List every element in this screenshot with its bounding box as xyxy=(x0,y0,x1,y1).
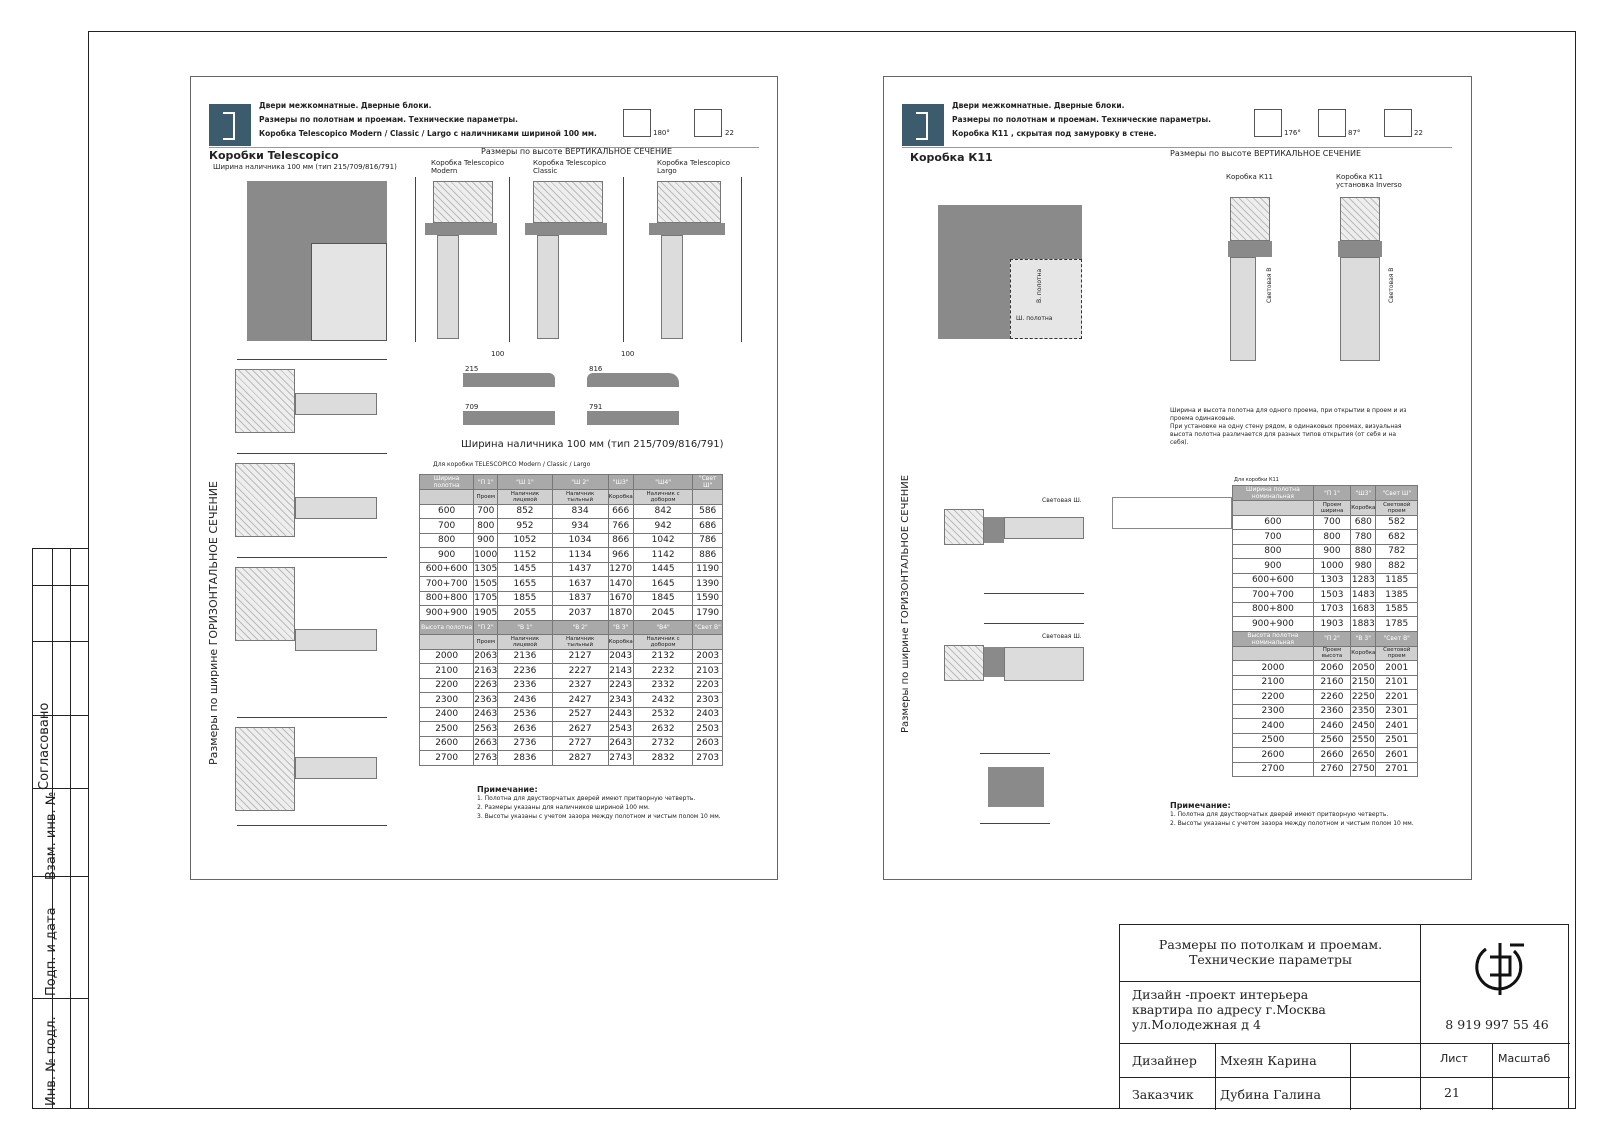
modern-add-plan-profile xyxy=(235,463,295,537)
table-row xyxy=(420,591,723,606)
section-subtitle: Ширина наличника 100 мм (тип 215/709/816/791) xyxy=(213,163,397,171)
title-block xyxy=(1119,924,1569,1109)
table-cell: 1503 xyxy=(1313,588,1350,603)
table-cell: 2443 xyxy=(608,707,633,722)
designer-label: Дизайнер xyxy=(1132,1053,1197,1068)
table-cell: 2500 xyxy=(1233,733,1314,748)
table-cell: 2363 xyxy=(474,693,498,708)
table-row xyxy=(420,736,723,751)
table-cell: 1034 xyxy=(552,533,608,548)
table-cell: 2543 xyxy=(608,722,633,737)
modern-plan-profile xyxy=(235,369,295,433)
table-cell: 2100 xyxy=(1233,675,1314,690)
table-cell: 2501 xyxy=(1376,733,1418,748)
table-cell: 934 xyxy=(552,519,608,534)
table-cell: 2000 xyxy=(420,649,474,664)
table-cell: 2632 xyxy=(633,722,693,737)
table-cell: 2163 xyxy=(474,664,498,679)
k11-label: Коробка К11 xyxy=(1226,173,1273,181)
table-cell: 1870 xyxy=(608,606,633,621)
table-cell: 1437 xyxy=(552,562,608,577)
table-cell: 2601 xyxy=(1376,748,1418,763)
table-cell: 2650 xyxy=(1351,748,1376,763)
table-cell: 2160 xyxy=(1313,675,1350,690)
scale-label: Масштаб xyxy=(1498,1052,1551,1065)
table-cell: 2003 xyxy=(693,649,723,664)
table-cell: 1790 xyxy=(693,606,723,621)
table-cell: 2663 xyxy=(474,736,498,751)
table-row xyxy=(420,693,723,708)
notes: Примечание: 1. Полотна для двустворчатых дверей имеют притворную четверть. 2. Высоты указаны с учетом зазора между полотном и чистым полом 10 мм. xyxy=(1170,801,1414,827)
table-cell: 866 xyxy=(608,533,633,548)
table-cell: 2203 xyxy=(693,678,723,693)
table-cell: 1837 xyxy=(552,591,608,606)
phone-number: 8 919 997 55 46 xyxy=(1445,1017,1549,1032)
table-cell: 2727 xyxy=(552,736,608,751)
table-cell: 2001 xyxy=(1376,661,1418,676)
opening-angle-icon xyxy=(1254,109,1282,137)
table-cell: 2827 xyxy=(552,751,608,766)
table-cell: 980 xyxy=(1351,559,1376,574)
opening-angle-icon xyxy=(623,109,651,137)
table-cell: 700+700 xyxy=(1233,588,1314,603)
table-cell: 2643 xyxy=(608,736,633,751)
nalichnik-caption: Ширина наличника 100 мм (тип 215/709/816/791) xyxy=(461,439,724,450)
table-row xyxy=(420,722,723,737)
table-cell: 1305 xyxy=(474,562,498,577)
table-cell: 842 xyxy=(633,504,693,519)
table-cell: 2627 xyxy=(552,722,608,737)
table-row xyxy=(420,548,723,563)
table-cell: 1052 xyxy=(498,533,553,548)
sheet-title: Размеры по потолкам и проемам. Технические параметры xyxy=(1158,937,1383,967)
table-cell: 2055 xyxy=(498,606,553,621)
table-row xyxy=(1233,515,1418,530)
table-cell: 2300 xyxy=(1233,704,1314,719)
table-cell: 2100 xyxy=(420,664,474,679)
horizontal-section-label: Размеры по ширине ГОРИЗОНТАЛЬНОЕ СЕЧЕНИЕ xyxy=(207,481,220,765)
table-cell: 800 xyxy=(420,533,474,548)
table-row xyxy=(420,678,723,693)
k11-profile-detail xyxy=(988,767,1044,807)
table-cell: 900 xyxy=(474,533,498,548)
largo-top-profile xyxy=(657,181,721,223)
table-cell: 1042 xyxy=(633,533,693,548)
table-cell: 2200 xyxy=(1233,690,1314,705)
table-cell: 600+600 xyxy=(1233,573,1314,588)
table-cell: 2560 xyxy=(1313,733,1350,748)
telescopico-sheet: Двери межкомнатные. Дверные блоки. Размеры по полотнам и проемам. Технические параметры. Коробка Telescopico Modern / Classic / Largo с наличниками шириной 100 мм. 180° 22 Коробки Telescopico Ширина наличника 100 мм (тип 215/709/816/791) Размеры по высоте ВЕРТИКАЛЬНОЕ СЕЧЕНИЕ Коробка Telescopico Modern Коробка Telescopico Classic Коробка Telescopico Largo Размеры по ширине ГОРИЗОНТАЛЬНОЕ СЕЧЕНИЕ 100 100 215 816 709 791 Ширина наличника 100 мм (тип 215/709/816/791) Для коробки TELESCOPICO Modern / Classic / Largo Ширина полотна "П 1" "Ш 1" "Ш 2" "Ш3" "Ш4" "Свет Ш" Проем Наличник лицевой Наличник тыльный Коробка Наличник с добором 600 700 852 834 666 842 586 700 800 952 934 766 942 686 800 900 1052 1034 866 1042 786 900 1000 1152 1134 966 1142 886 600+600 1305 1455 1437 1270 1445 1190 700+700 1505 1655 1637 1470 1645 1390 800+800 1705 1855 1837 1670 1845 1590 900+900 1905 2055 2037 1870 2045 1790 Высота полотна "П 2" "В 1" "В 2" "В 3" "В4" "Свет В" Проем Наличник лицевой Наличник тыльный Коробка Наличник с добором 2000 2063 2136 2127 2043 2132 2003 2100 2163 2236 2227 2143 2232 2103 2200 2263 2336 2327 2243 2332 2203 2300 2363 2436 2427 2343 2432 2303 2400 2463 2536 2527 2443 2532 2403 2500 2563 2636 2627 2543 2632 2503 2600 2663 2736 2727 2643 2732 2603 2700 2763 2836 2827 2743 2832 2703 Примечание: 1. Полотна для двустворчатых дверей имеют притворную четверть. 2. Размеры указаны для наличников шириной 100 мм. 3. Высоты указаны с учетом зазора между полотном и чистым полом 10 мм. xyxy=(190,76,778,880)
profile-791 xyxy=(587,411,679,425)
table-cell: 2101 xyxy=(1376,675,1418,690)
table-cell: 952 xyxy=(498,519,553,534)
profile-width-2: 100 xyxy=(621,350,635,358)
table-cell: 880 xyxy=(1351,544,1376,559)
table-cell: 2400 xyxy=(1233,719,1314,734)
table-row xyxy=(1233,661,1418,676)
table-cell: 780 xyxy=(1351,530,1376,545)
table-cell: 2450 xyxy=(1351,719,1376,734)
table-row xyxy=(420,577,723,592)
table-row xyxy=(1233,544,1418,559)
modern-label: Коробка Telescopico Modern xyxy=(431,159,504,175)
table-row xyxy=(1233,733,1418,748)
table-row xyxy=(1233,559,1418,574)
table-cell: 680 xyxy=(1351,515,1376,530)
table-cell: 1883 xyxy=(1351,617,1376,632)
angle-value: 180° xyxy=(653,129,670,137)
table-row xyxy=(1233,690,1418,705)
k11-inverso-profile xyxy=(1338,241,1382,257)
depth-value: 22 xyxy=(725,129,734,137)
table-row xyxy=(420,751,723,766)
table-cell: 2750 xyxy=(1351,762,1376,777)
k11-profile xyxy=(1228,241,1272,257)
k11-inverso-plan-profile xyxy=(984,647,1004,677)
table-cell: 1283 xyxy=(1351,573,1376,588)
table-cell: 766 xyxy=(608,519,633,534)
frame-depth-icon xyxy=(694,109,722,137)
table-row xyxy=(1233,530,1418,545)
sheet-header: Двери межкомнатные. Дверные блоки. Размеры по полотнам и проемам. Технические параметры. Коробка Telescopico Modern / Classic / Largo с наличниками шириной 100 мм. xyxy=(259,101,597,138)
profile-709 xyxy=(463,411,555,425)
table-row xyxy=(1233,762,1418,777)
designer-name: Мхеян Карина xyxy=(1220,1053,1317,1068)
table-cell: 800+800 xyxy=(1233,602,1314,617)
table-cell: 2600 xyxy=(420,736,474,751)
table-cell: 2536 xyxy=(498,707,553,722)
table-cell: 600 xyxy=(420,504,474,519)
sheet-number: 21 xyxy=(1444,1085,1460,1100)
table-row xyxy=(420,504,723,519)
table-cell: 882 xyxy=(1376,559,1418,574)
table-cell: 2532 xyxy=(633,707,693,722)
table-cell: 2700 xyxy=(420,751,474,766)
table-cell: 1185 xyxy=(1376,573,1418,588)
table-row xyxy=(420,533,723,548)
table-cell: 2327 xyxy=(552,678,608,693)
table-cell: 1303 xyxy=(1313,573,1350,588)
table-cell: 2343 xyxy=(608,693,633,708)
canvas-height-label: В. полотна xyxy=(1036,268,1043,303)
table-caption: Для коробки К11 xyxy=(1234,477,1279,483)
table-cell: 2700 xyxy=(1233,762,1314,777)
table-cell: 700 xyxy=(420,519,474,534)
largo-plan-profile xyxy=(235,727,295,811)
k11-sheet: Двери межкомнатные. Дверные блоки. Размеры по полотнам и проемам. Технические параметры. Коробка К11 , скрытая под замуровку в стене. 176° 87° 22 Коробка К11 Размеры по высоте ВЕРТИКАЛЬНОЕ СЕЧЕНИЕ В. полотна Ш. полотна Коробка К11 Коробка К11 установка Inverso Световая В Световая В Ширина и высота полотна для одного проема, при открытии в проем и из проема одинаковые. При установке на одну стену рядом, в одинаковых проемах, визуальная высота полотна различается для разных типов открытия (от себя и на себя). Размеры по ширине ГОРИЗОНТАЛЬНОЕ СЕЧЕНИЕ Световая Ш. Световая Ш. Для коробки К11 Ширина полотна номинальная "П 1" "Ш3" "Свет Ш" Проем ширина Коробка Световой проем 600 700 680 582 700 800 780 682 800 900 880 782 900 1000 980 882 600+600 1303 1283 1185 700+700 1503 1483 1385 800+800 1703 1683 1585 900+900 1903 1883 1785 Высота полотна номинальная "П 2" "В 3" "Свет В" Проем высота Коробка Световой проем 2000 2060 2050 2001 2100 2160 2150 2101 2200 2260 2250 2201 2300 2360 2350 2301 2400 2460 2450 2401 2500 2560 2550 2501 2600 2660 2650 2601 2700 2760 2750 2701 Примечание: 1. Полотна для двустворчатых дверей имеют притворную четверть. 2. Высоты указаны с учетом зазора между полотном и чистым полом 10 мм. xyxy=(883,76,1472,880)
table-cell: 2200 xyxy=(420,678,474,693)
table-cell: 2243 xyxy=(608,678,633,693)
table-cell: 700 xyxy=(1233,530,1314,545)
table-cell: 2701 xyxy=(1376,762,1418,777)
sheet-header: Двери межкомнатные. Дверные блоки. Размеры по полотнам и проемам. Технические параметры. Коробка К11 , скрытая под замуровку в стене. xyxy=(952,101,1212,138)
table-cell: 582 xyxy=(1376,515,1418,530)
notes: Примечание: 1. Полотна для двустворчатых дверей имеют притворную четверть. 2. Размеры указаны для наличников шириной 100 мм. 3. Высоты указаны с учетом зазора между полотном и чистым полом 10 мм. xyxy=(477,785,721,820)
classic-plan-profile xyxy=(235,567,295,641)
table-row xyxy=(420,519,723,534)
signature-date-label: Подп. и дата xyxy=(44,907,59,996)
table-cell: 2563 xyxy=(474,722,498,737)
profile-816 xyxy=(587,373,679,387)
table-cell: 2403 xyxy=(693,707,723,722)
table-cell: 2263 xyxy=(474,678,498,693)
table-cell: 1705 xyxy=(474,591,498,606)
table-caption: Для коробки TELESCOPICO Modern / Classic / Largo xyxy=(433,461,591,468)
table-cell: 782 xyxy=(1376,544,1418,559)
table-cell: 2143 xyxy=(608,664,633,679)
light-height-label-2: Световая В xyxy=(1388,267,1395,303)
profile-width-1: 100 xyxy=(491,350,505,358)
table-cell: 2260 xyxy=(1313,690,1350,705)
table-row xyxy=(1233,573,1418,588)
table-cell: 900 xyxy=(1233,559,1314,574)
table-cell: 1455 xyxy=(498,562,553,577)
light-height-label: Световая В xyxy=(1266,267,1273,303)
table-row xyxy=(1233,704,1418,719)
table-cell: 1637 xyxy=(552,577,608,592)
table-cell: 2103 xyxy=(693,664,723,679)
table-cell: 2350 xyxy=(1351,704,1376,719)
vertical-section-label: Размеры по высоте ВЕРТИКАЛЬНОЕ СЕЧЕНИЕ xyxy=(481,147,673,156)
table-cell: 600 xyxy=(1233,515,1314,530)
table-cell: 1905 xyxy=(474,606,498,621)
table-cell: 852 xyxy=(498,504,553,519)
k11-table: Ширина полотна номинальная "П 1" "Ш3" "Свет Ш" Проем ширина Коробка Световой проем 600 700 680 582 700 800 780 682 800 900 880 782 900 1000 980 882 600+600 1303 1283 1185 700+700 1503 1483 1385 800+800 1703 1683 1585 900+900 1903 1883 1785 Высота полотна номинальная "П 2" "В 3" "Свет В" Проем высота Коробка Световой проем 2000 2060 2050 2001 2100 2160 2150 2101 2200 2260 2250 2201 2300 2360 2350 2301 2400 2460 2450 2401 2500 2560 2550 2501 2600 2660 2650 2601 2700 2760 2750 2701 xyxy=(1232,485,1418,777)
table-cell: 2500 xyxy=(420,722,474,737)
table-cell: 2836 xyxy=(498,751,553,766)
table-cell: 1903 xyxy=(1313,617,1350,632)
modern-top-profile xyxy=(433,181,493,223)
table-cell: 2463 xyxy=(474,707,498,722)
table-cell: 2336 xyxy=(498,678,553,693)
light-width-label: Световая Ш. xyxy=(1042,497,1082,504)
table-cell: 2037 xyxy=(552,606,608,621)
table-cell: 900+900 xyxy=(1233,617,1314,632)
table-cell: 900 xyxy=(420,548,474,563)
section-title: Коробка К11 xyxy=(910,151,993,164)
k11-description: Ширина и высота полотна для одного проема, при открытии в проем и из проема одинаковые. При установке на одну стену рядом, в одинаковых проемах, визуальная высота полотна различается для разных типов открытия (от себя и на себя). xyxy=(1170,407,1407,446)
agreed-label: Согласовано xyxy=(37,702,52,790)
table-cell: 2460 xyxy=(1313,719,1350,734)
table-cell: 2503 xyxy=(693,722,723,737)
table-cell: 1655 xyxy=(498,577,553,592)
table-cell: 2432 xyxy=(633,693,693,708)
table-cell: 2703 xyxy=(693,751,723,766)
table-cell: 1855 xyxy=(498,591,553,606)
table-cell: 2050 xyxy=(1351,661,1376,676)
table-cell: 1190 xyxy=(693,562,723,577)
table-row xyxy=(1233,719,1418,734)
table-cell: 600+600 xyxy=(420,562,474,577)
studio-logo-icon xyxy=(1460,935,1540,999)
table-cell: 1152 xyxy=(498,548,553,563)
table-row xyxy=(1233,588,1418,603)
telescopico-table: Ширина полотна "П 1" "Ш 1" "Ш 2" "Ш3" "Ш4" "Свет Ш" Проем Наличник лицевой Наличник тыльный Коробка Наличник с добором 600 700 852 834 666 842 586 700 800 952 934 766 942 686 800 900 1052 1034 866 1042 786 900 1000 1152 1134 966 1142 886 600+600 1305 1455 1437 1270 1445 1190 700+700 1505 1655 1637 1470 1645 1390 800+800 1705 1855 1837 1670 1845 1590 900+900 1905 2055 2037 1870 2045 1790 Высота полотна "П 2" "В 1" "В 2" "В 3" "В4" "Свет В" Проем Наличник лицевой Наличник тыльный Коробка Наличник с добором 2000 2063 2136 2127 2043 2132 2003 2100 2163 2236 2227 2143 2232 2103 2200 2263 2336 2327 2243 2332 2203 2300 2363 2436 2427 2343 2432 2303 2400 2463 2536 2527 2443 2532 2403 2500 2563 2636 2627 2543 2632 2503 2600 2663 2736 2727 2643 2732 2603 2700 2763 2836 2827 2743 2832 2703 xyxy=(419,474,723,766)
table-cell: 800 xyxy=(1233,544,1314,559)
horizontal-section-label: Размеры по ширине ГОРИЗОНТАЛЬНОЕ СЕЧЕНИЕ xyxy=(900,474,911,733)
approval-strip xyxy=(32,548,88,1109)
table-cell: 2045 xyxy=(633,606,693,621)
customer-label: Заказчик xyxy=(1132,1087,1194,1102)
table-cell: 942 xyxy=(633,519,693,534)
table-row xyxy=(420,664,723,679)
canvas-width-label: Ш. полотна xyxy=(1016,315,1053,322)
table-cell: 2527 xyxy=(552,707,608,722)
table-cell: 966 xyxy=(608,548,633,563)
table-row xyxy=(420,606,723,621)
table-cell: 2043 xyxy=(608,649,633,664)
table-cell: 2427 xyxy=(552,693,608,708)
largo-label: Коробка Telescopico Largo xyxy=(657,159,730,175)
table-cell: 2303 xyxy=(693,693,723,708)
vertical-section-label: Размеры по высоте ВЕРТИКАЛЬНОЕ СЕЧЕНИЕ xyxy=(1170,149,1362,158)
table-cell: 900+900 xyxy=(420,606,474,621)
table-cell: 700+700 xyxy=(420,577,474,592)
replaced-inv-label: Взам. инв. № xyxy=(44,791,59,880)
brand-logo-icon xyxy=(902,104,944,146)
table-cell: 2550 xyxy=(1351,733,1376,748)
table-cell: 700 xyxy=(474,504,498,519)
classic-top-profile xyxy=(533,181,603,223)
table-cell: 2832 xyxy=(633,751,693,766)
table-cell: 2400 xyxy=(420,707,474,722)
k11-plan-profile xyxy=(984,517,1004,543)
table-row xyxy=(420,649,723,664)
table-cell: 1645 xyxy=(633,577,693,592)
table-cell: 1703 xyxy=(1313,602,1350,617)
table-cell: 2250 xyxy=(1351,690,1376,705)
table-row xyxy=(420,562,723,577)
table-cell: 1142 xyxy=(633,548,693,563)
table-cell: 666 xyxy=(608,504,633,519)
project-name: Дизайн -проект интерьера квартира по адресу г.Москва ул.Молодежная д 4 xyxy=(1132,987,1326,1032)
table-cell: 786 xyxy=(693,533,723,548)
table-cell: 2636 xyxy=(498,722,553,737)
table-cell: 586 xyxy=(693,504,723,519)
table-cell: 2301 xyxy=(1376,704,1418,719)
table-cell: 686 xyxy=(693,519,723,534)
table-cell: 2227 xyxy=(552,664,608,679)
table-cell: 1470 xyxy=(608,577,633,592)
table-cell: 1585 xyxy=(1376,602,1418,617)
table-row xyxy=(420,707,723,722)
table-cell: 1670 xyxy=(608,591,633,606)
classic-label: Коробка Telescopico Classic xyxy=(533,159,606,175)
table-cell: 2236 xyxy=(498,664,553,679)
table-cell: 886 xyxy=(693,548,723,563)
table-cell: 2063 xyxy=(474,649,498,664)
table-cell: 2150 xyxy=(1351,675,1376,690)
opening-angle-icon-2 xyxy=(1318,109,1346,137)
table-row xyxy=(1233,617,1418,632)
table-row xyxy=(1233,675,1418,690)
table-row xyxy=(1233,602,1418,617)
table-cell: 2736 xyxy=(498,736,553,751)
table-cell: 2660 xyxy=(1313,748,1350,763)
table-cell: 800 xyxy=(1313,530,1350,545)
table-cell: 1785 xyxy=(1376,617,1418,632)
original-inv-label: Инв. № подл. xyxy=(44,1016,59,1106)
table-cell: 1000 xyxy=(474,548,498,563)
table-cell: 1483 xyxy=(1351,588,1376,603)
table-cell: 900 xyxy=(1313,544,1350,559)
table-cell: 2603 xyxy=(693,736,723,751)
table-row xyxy=(1233,748,1418,763)
table-cell: 2600 xyxy=(1233,748,1314,763)
brand-logo-icon xyxy=(209,104,251,146)
table-cell: 2332 xyxy=(633,678,693,693)
table-cell: 1134 xyxy=(552,548,608,563)
section-title: Коробки Telescopico xyxy=(209,149,339,162)
table-cell: 1505 xyxy=(474,577,498,592)
table-cell: 2300 xyxy=(420,693,474,708)
table-cell: 1000 xyxy=(1313,559,1350,574)
frame-depth-icon xyxy=(1384,109,1412,137)
table-cell: 1385 xyxy=(1376,588,1418,603)
table-cell: 834 xyxy=(552,504,608,519)
table-cell: 1445 xyxy=(633,562,693,577)
k11-inverso-label: Коробка К11 установка Inverso xyxy=(1336,173,1402,189)
table-cell: 1845 xyxy=(633,591,693,606)
table-cell: 2732 xyxy=(633,736,693,751)
light-width-label-2: Световая Ш. xyxy=(1042,633,1082,640)
customer-name: Дубина Галина xyxy=(1220,1087,1321,1102)
table-cell: 700 xyxy=(1313,515,1350,530)
table-cell: 2743 xyxy=(608,751,633,766)
table-cell: 2201 xyxy=(1376,690,1418,705)
table-cell: 2436 xyxy=(498,693,553,708)
table-cell: 800 xyxy=(474,519,498,534)
table-cell: 1270 xyxy=(608,562,633,577)
sheet-label: Лист xyxy=(1440,1052,1468,1065)
table-cell: 800+800 xyxy=(420,591,474,606)
table-cell: 2401 xyxy=(1376,719,1418,734)
table-cell: 1590 xyxy=(693,591,723,606)
table-cell: 2760 xyxy=(1313,762,1350,777)
table-cell: 1683 xyxy=(1351,602,1376,617)
table-cell: 2360 xyxy=(1313,704,1350,719)
table-cell: 682 xyxy=(1376,530,1418,545)
table-cell: 1390 xyxy=(693,577,723,592)
table-cell: 2763 xyxy=(474,751,498,766)
table-cell: 2000 xyxy=(1233,661,1314,676)
table-cell: 2127 xyxy=(552,649,608,664)
table-cell: 2232 xyxy=(633,664,693,679)
profile-215 xyxy=(463,373,555,387)
table-cell: 2060 xyxy=(1313,661,1350,676)
table-cell: 2136 xyxy=(498,649,553,664)
table-cell: 2132 xyxy=(633,649,693,664)
